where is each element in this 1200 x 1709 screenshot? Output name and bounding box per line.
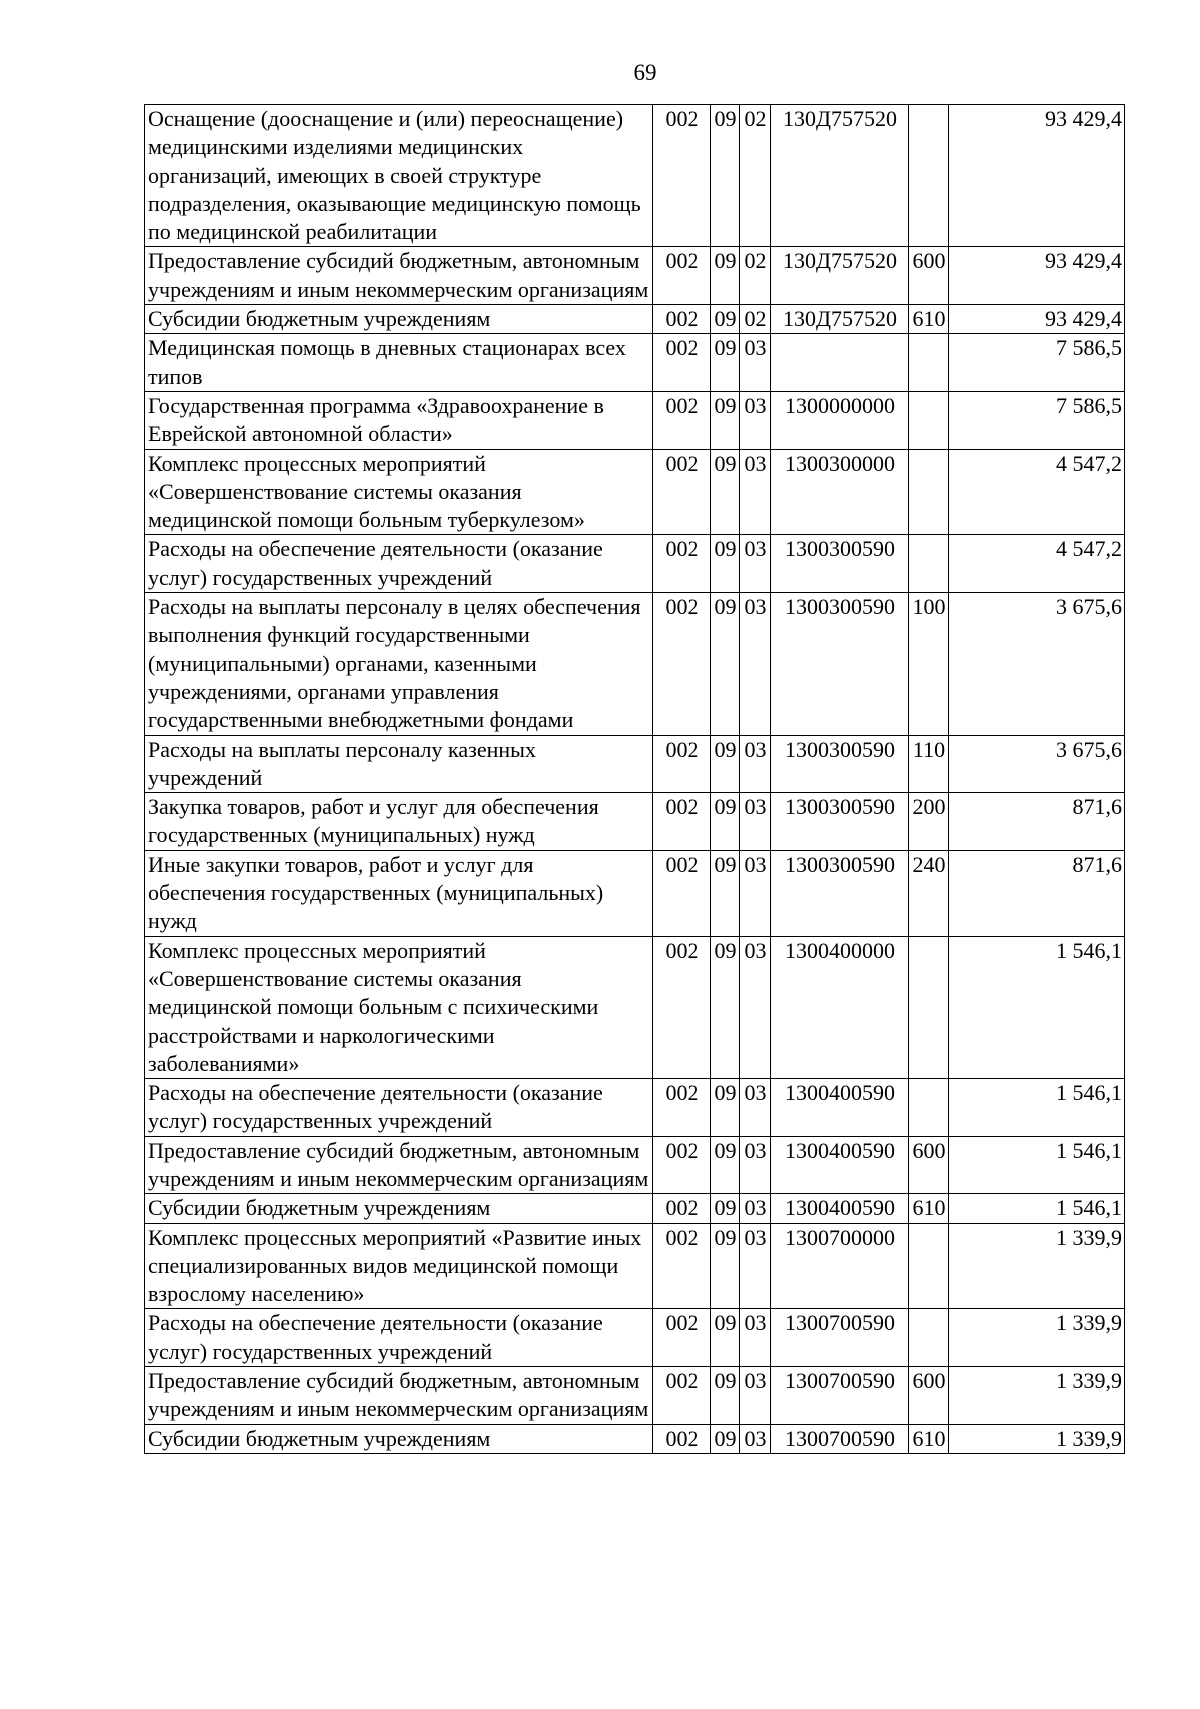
amount-cell: 7 586,5 (949, 391, 1125, 449)
expense-type-cell: 100 (909, 593, 949, 735)
amount-cell: 4 547,2 (949, 449, 1125, 535)
row-name-cell: Закупка товаров, работ и услуг для обеспечения государственных (муниципальных) нужд (145, 793, 653, 851)
expense-type-cell (909, 1309, 949, 1367)
amount-cell: 3 675,6 (949, 593, 1125, 735)
subsection-code-cell: 02 (740, 247, 771, 305)
section-code-cell: 09 (711, 1367, 740, 1425)
expense-type-cell: 610 (909, 1194, 949, 1223)
subsection-code-cell: 03 (740, 1194, 771, 1223)
subsection-code-cell: 03 (740, 334, 771, 392)
table-row (145, 1136, 1125, 1194)
row-name-cell: Расходы на обеспечение деятельности (оказание услуг) государственных учреждений (145, 1309, 653, 1367)
ministry-code-cell: 002 (653, 793, 711, 851)
table-row (145, 391, 1125, 449)
section-code-cell: 09 (711, 1223, 740, 1309)
section-code-cell: 09 (711, 305, 740, 334)
amount-cell: 1 546,1 (949, 1136, 1125, 1194)
amount-cell: 4 547,2 (949, 535, 1125, 593)
row-name-cell: Расходы на обеспечение деятельности (оказание услуг) государственных учреждений (145, 535, 653, 593)
ministry-code-cell: 002 (653, 334, 711, 392)
ministry-code-cell: 002 (653, 850, 711, 936)
expense-type-cell (909, 1223, 949, 1309)
table-row (145, 449, 1125, 535)
subsection-code-cell: 03 (740, 1424, 771, 1453)
amount-cell: 93 429,4 (949, 105, 1125, 247)
expense-type-cell: 600 (909, 1367, 949, 1425)
row-name-cell: Расходы на выплаты персоналу в целях обеспечения выполнения функций государственными (муниципальными) органами, казенными учреждениями, органами управления государственными внебюджетными фондами (145, 593, 653, 735)
subsection-code-cell: 03 (740, 1223, 771, 1309)
row-name-cell: Государственная программа «Здравоохранение в Еврейской автономной области» (145, 391, 653, 449)
subsection-code-cell: 03 (740, 449, 771, 535)
row-name-cell: Расходы на обеспечение деятельности (оказание услуг) государственных учреждений (145, 1079, 653, 1137)
table-row (145, 793, 1125, 851)
subsection-code-cell: 03 (740, 1309, 771, 1367)
amount-cell: 1 339,9 (949, 1367, 1125, 1425)
row-name-cell: Иные закупки товаров, работ и услуг для обеспечения государственных (муниципальных) нужд (145, 850, 653, 936)
target-article-cell: 1300400000 (771, 936, 909, 1078)
section-code-cell: 09 (711, 535, 740, 593)
expense-type-cell: 610 (909, 1424, 949, 1453)
target-article-cell: 1300300590 (771, 850, 909, 936)
row-name-cell: Субсидии бюджетным учреждениям (145, 1194, 653, 1223)
amount-cell: 871,6 (949, 850, 1125, 936)
target-article-cell: 1300300590 (771, 593, 909, 735)
expense-type-cell (909, 391, 949, 449)
subsection-code-cell: 03 (740, 1367, 771, 1425)
amount-cell: 1 339,9 (949, 1424, 1125, 1453)
amount-cell: 93 429,4 (949, 305, 1125, 334)
amount-cell: 3 675,6 (949, 735, 1125, 793)
section-code-cell: 09 (711, 391, 740, 449)
table-row (145, 1309, 1125, 1367)
subsection-code-cell: 03 (740, 535, 771, 593)
target-article-cell: 1300300590 (771, 793, 909, 851)
target-article-cell: 1300300590 (771, 535, 909, 593)
expense-type-cell: 200 (909, 793, 949, 851)
section-code-cell: 09 (711, 593, 740, 735)
table-row (145, 936, 1125, 1078)
amount-cell: 1 339,9 (949, 1309, 1125, 1367)
table-row (145, 1079, 1125, 1137)
ministry-code-cell: 002 (653, 1079, 711, 1137)
row-name-cell: Предоставление субсидий бюджетным, автономным учреждениям и иным некоммерческим организациям (145, 247, 653, 305)
row-name-cell: Оснащение (дооснащение и (или) переоснащение) медицинскими изделиями медицинских организаций, имеющих в своей структуре подразделения, оказывающие медицинскую помощь по медицинской реабилитации (145, 105, 653, 247)
subsection-code-cell: 03 (740, 593, 771, 735)
ministry-code-cell: 002 (653, 449, 711, 535)
expense-type-cell: 240 (909, 850, 949, 936)
ministry-code-cell: 002 (653, 936, 711, 1078)
ministry-code-cell: 002 (653, 593, 711, 735)
expense-type-cell (909, 535, 949, 593)
section-code-cell: 09 (711, 247, 740, 305)
ministry-code-cell: 002 (653, 105, 711, 247)
target-article-cell: 1300700000 (771, 1223, 909, 1309)
table-row (145, 1424, 1125, 1453)
row-name-cell: Субсидии бюджетным учреждениям (145, 305, 653, 334)
target-article-cell: 1300000000 (771, 391, 909, 449)
budget-table-body (145, 105, 1125, 1454)
section-code-cell: 09 (711, 449, 740, 535)
target-article-cell: 1300300000 (771, 449, 909, 535)
amount-cell: 1 546,1 (949, 1079, 1125, 1137)
row-name-cell: Медицинская помощь в дневных стационарах всех типов (145, 334, 653, 392)
table-row (145, 593, 1125, 735)
target-article-cell: 1300400590 (771, 1194, 909, 1223)
section-code-cell: 09 (711, 850, 740, 936)
subsection-code-cell: 03 (740, 391, 771, 449)
ministry-code-cell: 002 (653, 1309, 711, 1367)
target-article-cell: 1300400590 (771, 1136, 909, 1194)
budget-table (144, 104, 1125, 1454)
table-row (145, 305, 1125, 334)
table-row (145, 1367, 1125, 1425)
target-article-cell: 130Д757520 (771, 105, 909, 247)
subsection-code-cell: 03 (740, 1136, 771, 1194)
row-name-cell: Расходы на выплаты персоналу казенных учреждений (145, 735, 653, 793)
ministry-code-cell: 002 (653, 305, 711, 334)
amount-cell: 871,6 (949, 793, 1125, 851)
target-article-cell: 1300300590 (771, 735, 909, 793)
table-row (145, 105, 1125, 247)
expense-type-cell: 600 (909, 247, 949, 305)
ministry-code-cell: 002 (653, 1424, 711, 1453)
table-row (145, 1223, 1125, 1309)
page-number: 69 (633, 60, 657, 85)
expense-type-cell (909, 105, 949, 247)
section-code-cell: 09 (711, 1136, 740, 1194)
subsection-code-cell: 02 (740, 105, 771, 247)
expense-type-cell (909, 936, 949, 1078)
amount-cell: 1 339,9 (949, 1223, 1125, 1309)
section-code-cell: 09 (711, 793, 740, 851)
ministry-code-cell: 002 (653, 247, 711, 305)
target-article-cell (771, 334, 909, 392)
ministry-code-cell: 002 (653, 535, 711, 593)
amount-cell: 7 586,5 (949, 334, 1125, 392)
section-code-cell: 09 (711, 1079, 740, 1137)
expense-type-cell: 610 (909, 305, 949, 334)
ministry-code-cell: 002 (653, 1136, 711, 1194)
expense-type-cell (909, 449, 949, 535)
row-name-cell: Комплекс процессных мероприятий «Совершенствование системы оказания медицинской помощи больным туберкулезом» (145, 449, 653, 535)
target-article-cell: 130Д757520 (771, 305, 909, 334)
subsection-code-cell: 03 (740, 936, 771, 1078)
expense-type-cell: 110 (909, 735, 949, 793)
section-code-cell: 09 (711, 105, 740, 247)
section-code-cell: 09 (711, 1309, 740, 1367)
expense-type-cell (909, 334, 949, 392)
table-row (145, 247, 1125, 305)
expense-type-cell (909, 1079, 949, 1137)
subsection-code-cell: 03 (740, 850, 771, 936)
ministry-code-cell: 002 (653, 1194, 711, 1223)
expense-type-cell: 600 (909, 1136, 949, 1194)
target-article-cell: 1300700590 (771, 1309, 909, 1367)
ministry-code-cell: 002 (653, 391, 711, 449)
section-code-cell: 09 (711, 735, 740, 793)
amount-cell: 1 546,1 (949, 1194, 1125, 1223)
table-row (145, 1194, 1125, 1223)
section-code-cell: 09 (711, 1424, 740, 1453)
ministry-code-cell: 002 (653, 735, 711, 793)
table-row (145, 535, 1125, 593)
row-name-cell: Комплекс процессных мероприятий «Развитие иных специализированных видов медицинской помощи взрослому населению» (145, 1223, 653, 1309)
table-row (145, 735, 1125, 793)
amount-cell: 93 429,4 (949, 247, 1125, 305)
row-name-cell: Предоставление субсидий бюджетным, автономным учреждениям и иным некоммерческим организациям (145, 1367, 653, 1425)
target-article-cell: 1300700590 (771, 1367, 909, 1425)
amount-cell: 1 546,1 (949, 936, 1125, 1078)
section-code-cell: 09 (711, 1194, 740, 1223)
ministry-code-cell: 002 (653, 1223, 711, 1309)
section-code-cell: 09 (711, 334, 740, 392)
subsection-code-cell: 03 (740, 735, 771, 793)
target-article-cell: 1300700590 (771, 1424, 909, 1453)
ministry-code-cell: 002 (653, 1367, 711, 1425)
subsection-code-cell: 03 (740, 793, 771, 851)
table-row (145, 850, 1125, 936)
subsection-code-cell: 03 (740, 1079, 771, 1137)
row-name-cell: Предоставление субсидий бюджетным, автономным учреждениям и иным некоммерческим организациям (145, 1136, 653, 1194)
target-article-cell: 130Д757520 (771, 247, 909, 305)
row-name-cell: Комплекс процессных мероприятий «Совершенствование системы оказания медицинской помощи больным с психическими расстройствами и наркологическими заболеваниями» (145, 936, 653, 1078)
subsection-code-cell: 02 (740, 305, 771, 334)
section-code-cell: 09 (711, 936, 740, 1078)
row-name-cell: Субсидии бюджетным учреждениям (145, 1424, 653, 1453)
target-article-cell: 1300400590 (771, 1079, 909, 1137)
table-row (145, 334, 1125, 392)
